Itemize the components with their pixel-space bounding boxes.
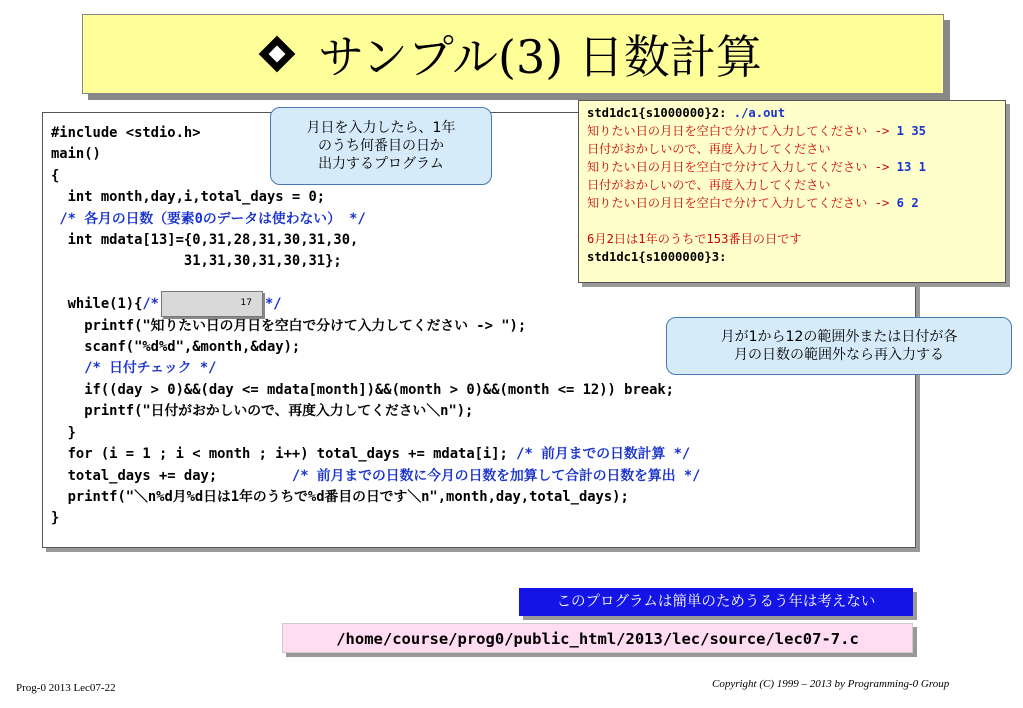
terminal-input: 6 2 (896, 196, 919, 210)
source-file-path: /home/course/prog0/public_html/2013/lec/source/lec07-7.c (282, 623, 913, 653)
code-comment: /* 前月までの日数に今月の日数を加算して合計の日数を算出 */ (291, 467, 701, 484)
code-for: for (i = 1 ; i < month ; i++) total_days += mdata[i]; (51, 446, 517, 463)
terminal-prompt: std1dc1{s1000000}2: (587, 106, 734, 120)
code-comment: /* 前月までの日数計算 */ (516, 446, 691, 463)
slide-title: サンプル(3) 日数計算 (318, 30, 762, 84)
callout-line: のうち何番目の日か (318, 138, 444, 154)
terminal-line: 知りたい日の月日を空白で分けて入力してください -> (587, 160, 897, 174)
slide-title-banner (82, 14, 944, 94)
terminal-line: 知りたい日の月日を空白で分けて入力してください -> (587, 124, 897, 138)
code-line: #include <stdio.h> (51, 125, 201, 141)
code-line: 31,31,30,31,30,31}; (51, 253, 342, 270)
terminal-prompt: std1dc1{s1000000}3: (587, 250, 727, 264)
code-line: scanf("%d%d",&month,&day); (51, 339, 301, 356)
diamond-bullet-icon (259, 36, 296, 73)
code-line: printf("知りたい日の月日を空白で分けて入力してください -> "); (51, 317, 527, 334)
code-comment: /* 各月の日数（要素0のデータは使わない） */ (59, 210, 366, 227)
code-comment: /* 日付チェック */ (51, 360, 217, 377)
code-line: if((day > 0)&&(day <= mdata[month])&&(month > 0)&&(month <= 12)) break; (51, 381, 674, 398)
code-line: } (51, 424, 76, 441)
code-line: { (51, 167, 60, 184)
code-total: total_days += day; (51, 467, 292, 484)
code-comment: /* (142, 296, 159, 313)
callout-line: 月日を入力したら、1年 (306, 120, 456, 136)
terminal-line: 日付がおかしいので、再度入力してください (587, 142, 831, 156)
callout-line: 出力するプログラム (318, 156, 444, 172)
leap-year-note: このプログラムは簡単のためうるう年は考えない (519, 588, 913, 616)
code-while: while(1){ (51, 296, 143, 313)
callout-range-check (666, 317, 1012, 375)
code-line: main() (51, 146, 101, 163)
embedded-value: 17 (240, 298, 252, 309)
code-line: } (51, 510, 60, 527)
terminal-command: ./a.out (733, 106, 786, 120)
callout-program-description (270, 107, 492, 185)
terminal-input: 13 1 (896, 160, 927, 174)
code-comment: */ (265, 296, 282, 313)
terminal-line: 知りたい日の月日を空白で分けて入力してください -> (587, 196, 897, 210)
code-line: int mdata[13]={0,31,28,31,30,31,30, (51, 232, 359, 249)
code-line: int month,day,i,total_days = 0; (51, 189, 326, 206)
callout-line: 月が1から12の範囲外または日付が各 (720, 329, 958, 345)
code-printf: printf("＼n%d月%d日は1年のうちで%d番目の日です＼n",month,day,total_days); (51, 488, 629, 505)
embedded-value-box (161, 291, 263, 317)
slide-footer-copyright: Copyright (C) 1999 – 2013 by Programming-0 Group (712, 678, 950, 690)
terminal-output (578, 100, 1006, 283)
terminal-result: 6月2日は1年のうちで153番目の日です (587, 232, 802, 246)
slide-footer-page: Prog-0 2013 Lec07-22 (16, 682, 116, 694)
terminal-line: 日付がおかしいので、再度入力してください (587, 178, 831, 192)
code-line: printf("日付がおかしいので、再度入力してください＼n"); (51, 403, 474, 420)
terminal-input: 1 35 (896, 124, 927, 138)
callout-line: 月の日数の範囲外なら再入力する (734, 347, 944, 363)
